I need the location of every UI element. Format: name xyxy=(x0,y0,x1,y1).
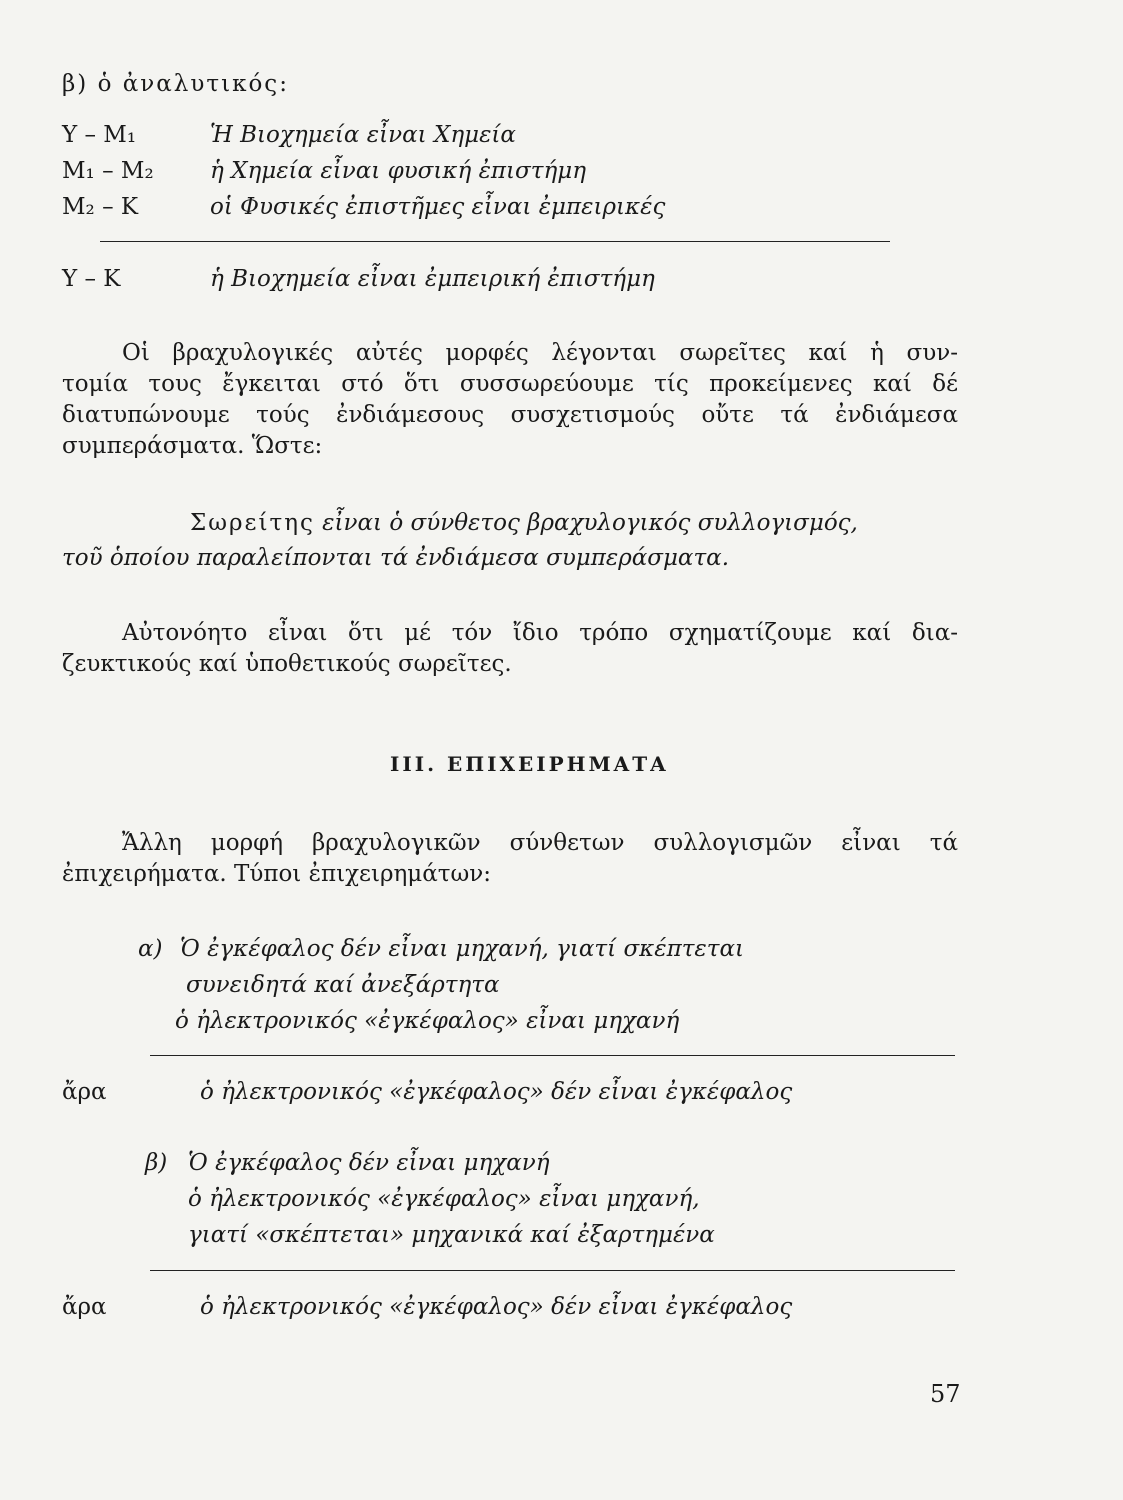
example-premise: ὁ ἠλεκτρονικός «ἐγκέφαλος» εἶναι μηχανή, xyxy=(188,1186,700,1212)
definition-line-1 xyxy=(190,512,858,535)
example-premise: Ὁ ἐγκέφαλος δέν εἶναι μηχανή, γιατί σκέπτεται xyxy=(180,936,745,962)
page-number: 57 xyxy=(930,1380,961,1408)
example-rule xyxy=(150,1055,955,1056)
example-conclusion: ὁ ἠλεκτρονικός «ἐγκέφαλος» δέν εἶναι ἐγκέφαλος xyxy=(200,1079,793,1105)
example-premise: ὁ ἠλεκτρονικός «ἐγκέφαλος» εἶναι μηχανή xyxy=(175,1008,680,1034)
paragraph-line: Οἱ βραχυλογικές αὐτές μορφές λέγονται σωρεῖτες καί ἡ συν- xyxy=(122,340,958,366)
definition-text: εἶναι ὁ σύνθετος βραχυλογικός συλλογισμός, xyxy=(322,510,858,536)
row-text: ἡ Χημεία εἶναι φυσική ἐπιστήμη xyxy=(210,158,586,184)
definition-line-2: τοῦ ὁποίου παραλείπονται τά ἐνδιάμεσα συμπεράσματα. xyxy=(62,545,730,571)
ara-label: ἄρα xyxy=(62,1079,107,1105)
row-terms: Υ – Μ₁ xyxy=(62,122,137,148)
paragraph-line: ζευκτικούς καί ὑποθετικούς σωρεῖτες. xyxy=(62,651,512,677)
example-premise: συνειδητά καί ἀνεξάρτητα xyxy=(186,972,500,998)
syllogism-rule xyxy=(100,241,890,242)
example-b-label: β) xyxy=(145,1150,168,1176)
row-text: οἱ Φυσικές ἐπιστῆμες εἶναι ἐμπειρικές xyxy=(210,194,666,220)
example-rule xyxy=(150,1270,955,1271)
paragraph-line: ἐπιχειρήματα. Τύποι ἐπιχειρημάτων: xyxy=(62,861,491,887)
example-a-label: α) xyxy=(138,936,163,962)
paragraph-line: τομία τους ἔγκειται στό ὅτι συσσωρεύουμε τίς προκείμενες καί δέ xyxy=(62,371,958,397)
paragraph-sorites xyxy=(62,338,958,462)
paragraph-line: Αὐτονόητο εἶναι ὅτι μέ τόν ἴδιο τρόπο σχηματίζουμε καί δια- xyxy=(122,620,958,646)
paragraph-line: συμπεράσματα. Ὥστε: xyxy=(62,433,323,459)
example-premise: γιατί «σκέπτεται» μηχανικά καί ἐξαρτημένα xyxy=(188,1222,715,1248)
conclusion-terms: Υ – Κ xyxy=(62,266,121,292)
example-conclusion: ὁ ἠλεκτρονικός «ἐγκέφαλος» δέν εἶναι ἐγκέφαλος xyxy=(200,1294,793,1320)
row-terms: Μ₂ – Κ xyxy=(62,194,139,220)
definition-term: Σωρείτης xyxy=(190,510,315,536)
paragraph-epicheirema xyxy=(62,828,958,890)
row-text: Ἡ Βιοχημεία εἶναι Χημεία xyxy=(210,122,516,148)
conclusion-text: ἡ Βιοχημεία εἶναι ἐμπειρική ἐπιστήμη xyxy=(210,266,655,292)
section-heading: ΙΙΙ. ΕΠΙΧΕΙΡΗΜΑΤΑ xyxy=(390,752,669,776)
paragraph-line: Ἄλλη μορφή βραχυλογικῶν σύνθετων συλλογισμῶν εἶναι τά xyxy=(122,830,958,856)
ara-label: ἄρα xyxy=(62,1294,107,1320)
section-b-label: β) ὁ ἀναλυτικός: xyxy=(62,71,289,97)
row-terms: Μ₁ – Μ₂ xyxy=(62,158,154,184)
paragraph-disjunctive xyxy=(62,618,958,680)
example-premise: Ὁ ἐγκέφαλος δέν εἶναι μηχανή xyxy=(188,1150,550,1176)
paragraph-line: διατυπώνουμε τούς ἐνδιάμεσους συσχετισμούς οὔτε τά ἐνδιάμεσα xyxy=(62,402,958,428)
